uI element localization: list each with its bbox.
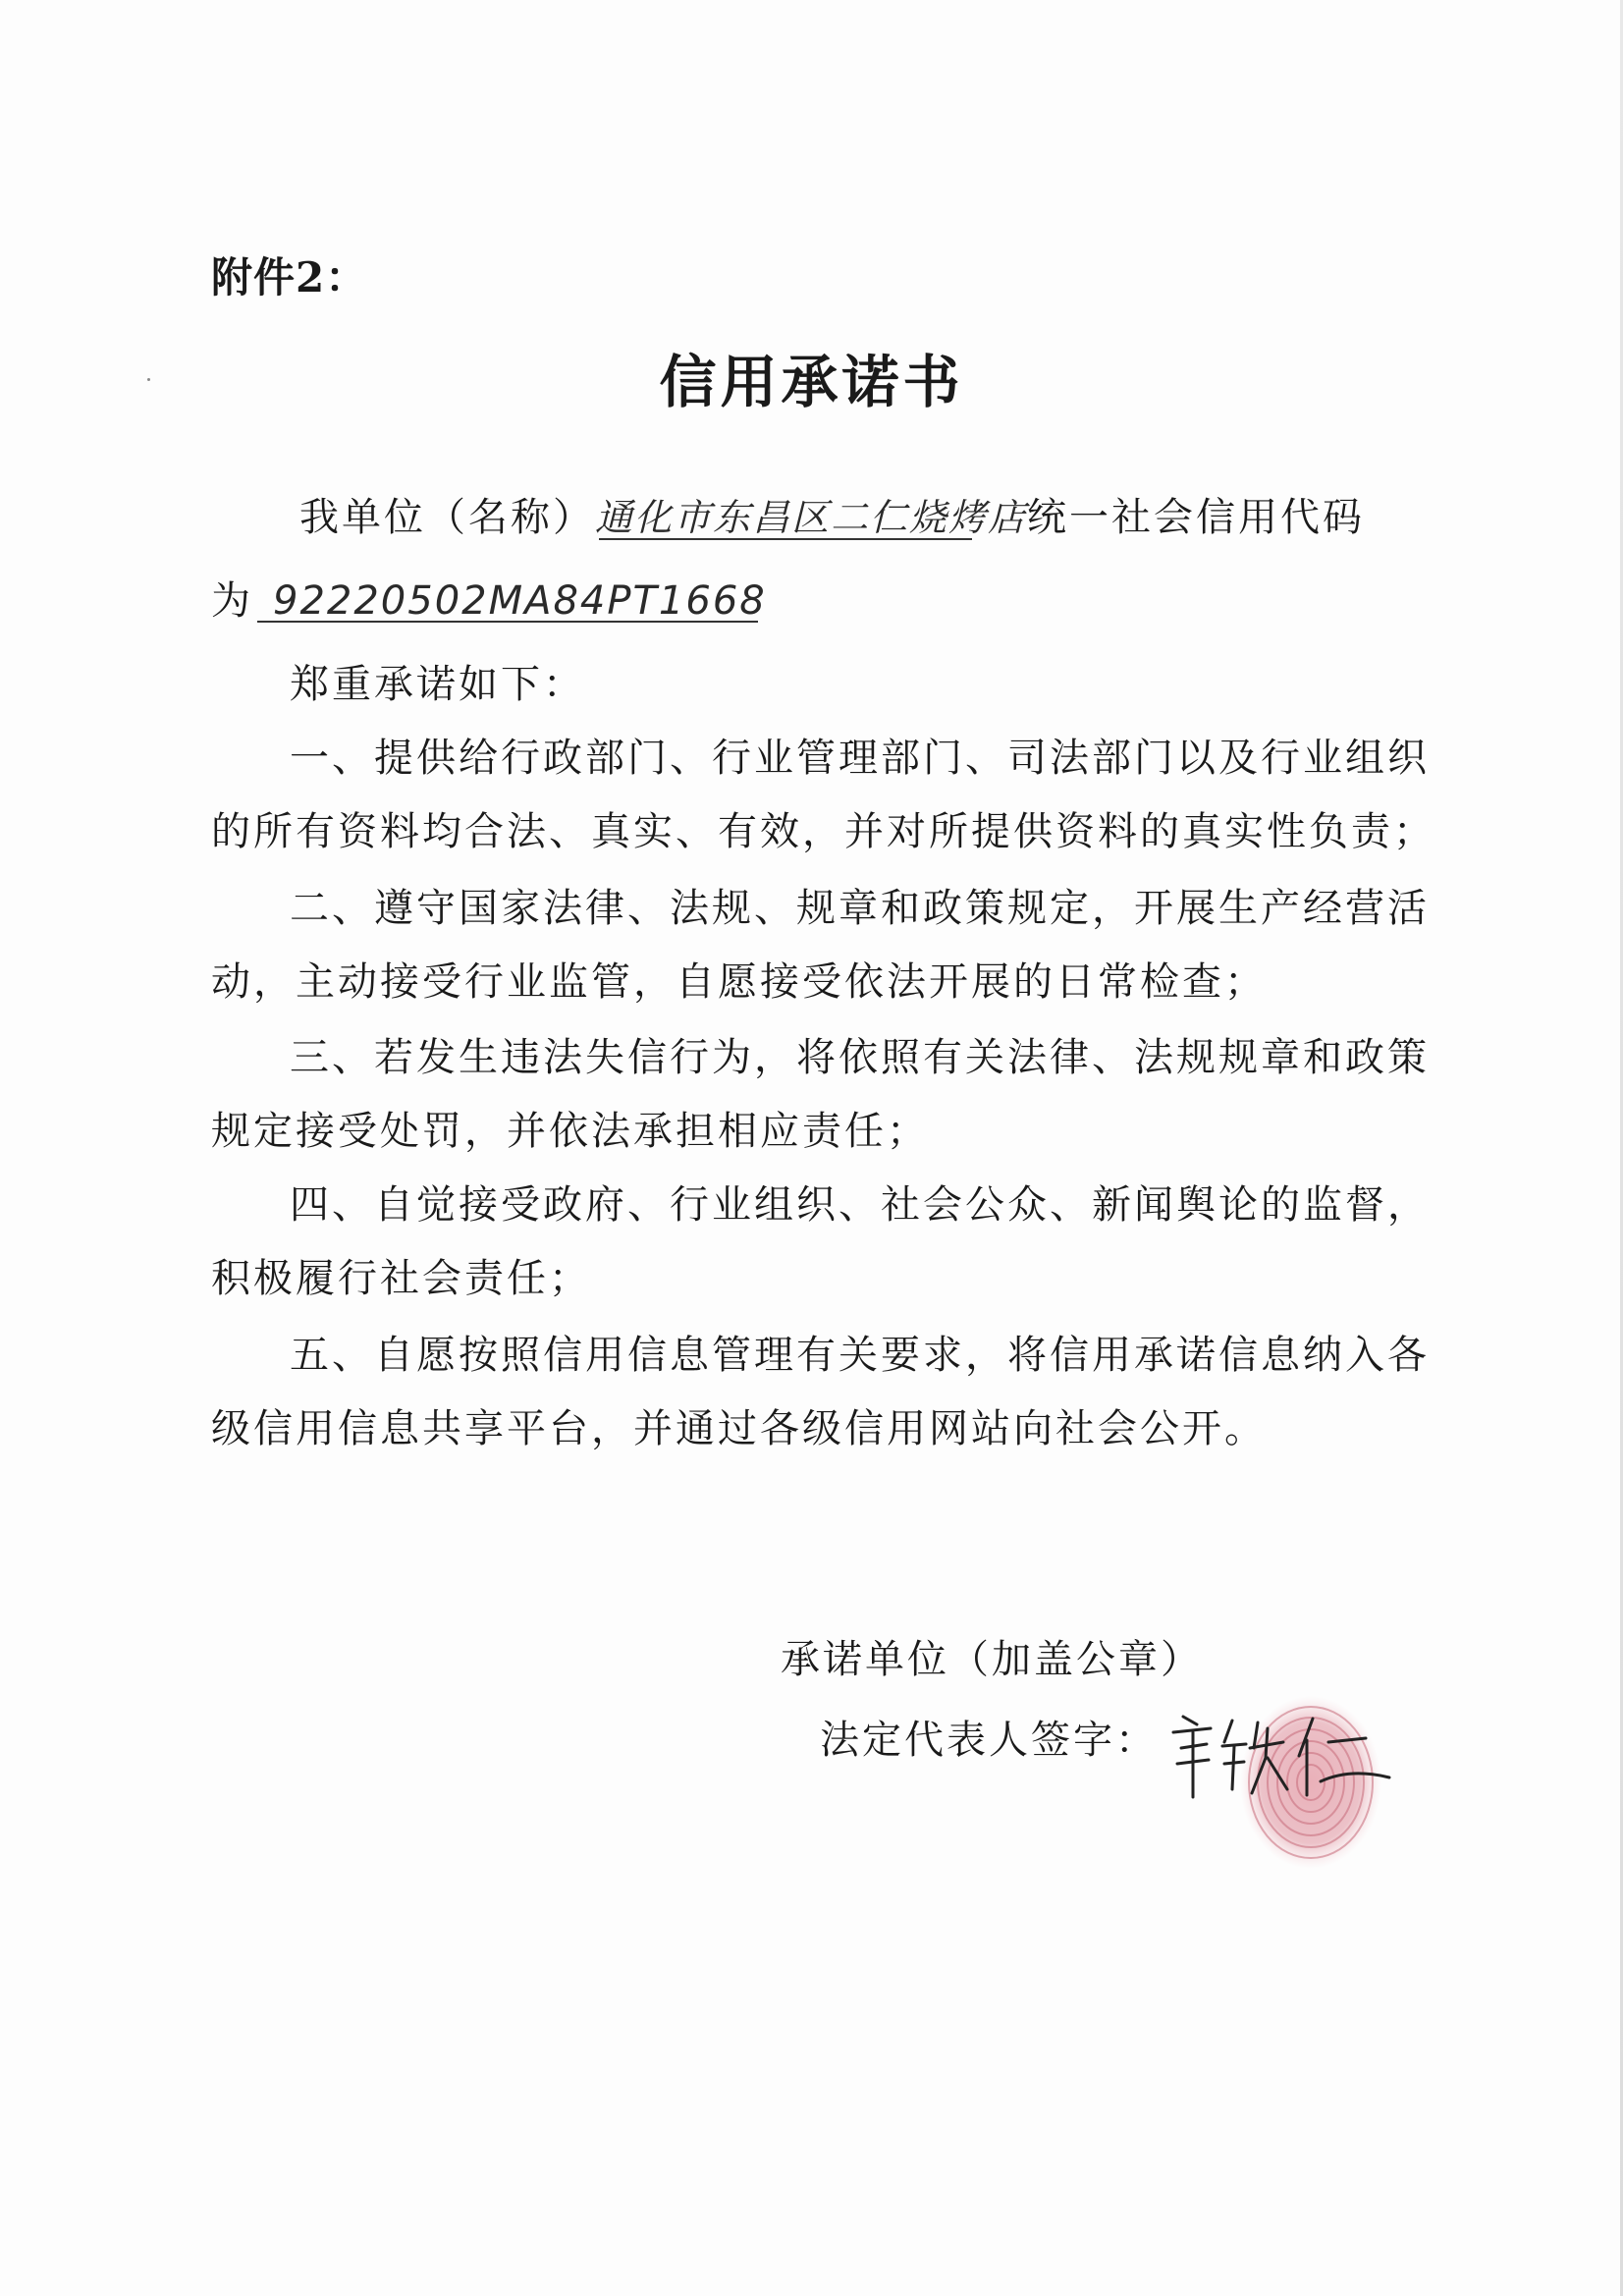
credit-code-underline bbox=[257, 621, 758, 623]
clause-3-line-1: 三、若发生违法失信行为，将依照有关法律、法规规章和政策 bbox=[290, 1035, 1430, 1080]
clause-4-line-1: 四、自觉接受政府、行业组织、社会公众、新闻舆论的监督， bbox=[290, 1182, 1430, 1228]
attachment-label: 附件2： bbox=[211, 253, 368, 301]
document-title: 信用承诺书 bbox=[659, 349, 964, 415]
unit-name-handwritten: 通化市东昌区二仁烧烤店 bbox=[595, 496, 1028, 539]
clause-5-line-2: 级信用信息共享平台，并通过各级信用网站向社会公开。 bbox=[211, 1406, 1267, 1451]
credit-code-handwritten: 92220502MA84PT1668 bbox=[273, 578, 767, 624]
unit-prefix: 我单位（名称） bbox=[299, 495, 595, 540]
code-prefix: 统一社会信用代码 bbox=[1027, 495, 1366, 540]
handwritten-signature bbox=[1163, 1699, 1399, 1807]
code-lead: 为 bbox=[211, 578, 253, 624]
signoff-unit: 承诺单位（加盖公章） bbox=[781, 1637, 1203, 1682]
code-line bbox=[211, 570, 767, 626]
unit-name-underline bbox=[599, 538, 972, 540]
signoff-representative: 法定代表人签字： bbox=[820, 1718, 1158, 1763]
clause-1-line-1: 一、提供给行政部门、行业管理部门、司法部门以及行业组织 bbox=[290, 736, 1430, 781]
pledge-intro: 郑重承诺如下： bbox=[290, 662, 585, 707]
clause-4-line-2: 积极履行社会责任； bbox=[211, 1256, 591, 1301]
clause-3-line-2: 规定接受处罚，并依法承担相应责任； bbox=[211, 1109, 929, 1154]
clause-1-line-2: 的所有资料均合法、真实、有效，并对所提供资料的真实性负责； bbox=[211, 809, 1435, 854]
clause-5-line-1: 五、自愿按照信用信息管理有关要求，将信用承诺信息纳入各 bbox=[290, 1333, 1430, 1378]
clause-2-line-2: 动，主动接受行业监管，自愿接受依法开展的日常检查； bbox=[211, 959, 1267, 1005]
clause-2-line-1: 二、遵守国家法律、法规、规章和政策规定，开展生产经营活 bbox=[290, 886, 1430, 931]
unit-line bbox=[299, 486, 1365, 542]
